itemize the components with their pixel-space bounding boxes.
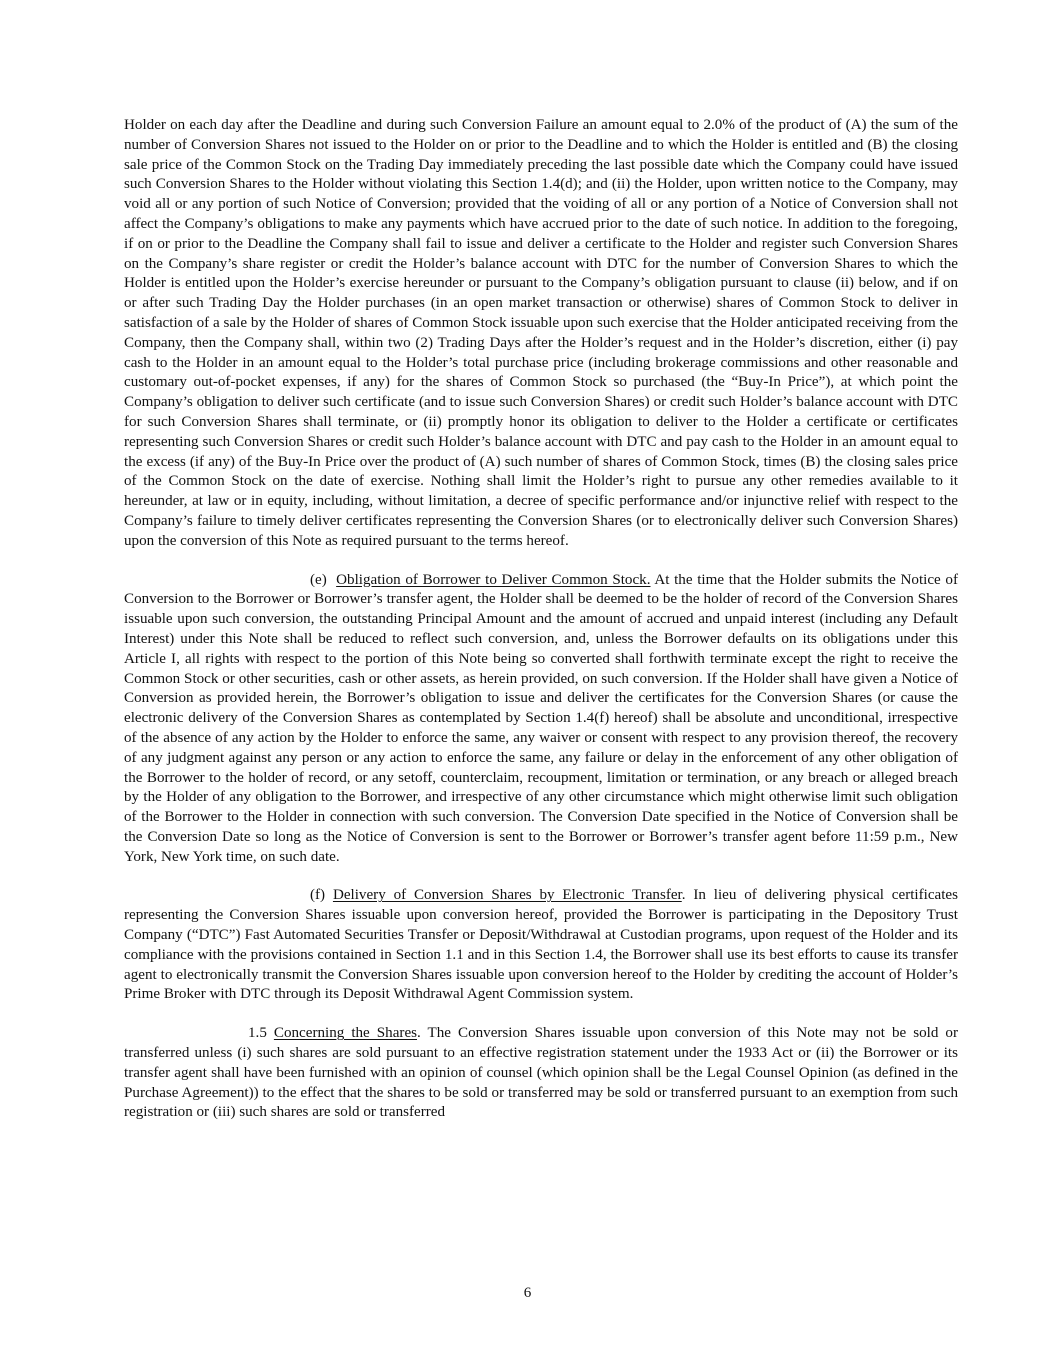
section-f-label: (f)	[310, 887, 326, 904]
section-f-heading: Delivery of Conversion Shares by Electronic Transfer	[332, 887, 682, 904]
section-f-body: . In lieu of delivering physical certificates representing the Conversion Shares issuable upon conversion hereof, provided the Borrower is participating in the Depository Trust Company (“DTC”) Fast Automated Securities Transfer or Deposit/Withdrawal at Custodian programs, upon request of the Holder and its compliance with the provisions contained in Section 1.1 and in this Section 1.4, the Borrower shall use its best efforts to cause its transfer agent to electronically transmit the Conversion Shares issuable upon conversion hereof to the Holder by crediting the account of Holder’s Prime Broker with DTC through its Deposit Withdrawal Agent Commission system.	[124, 887, 958, 1003]
section-1-5-heading: Concerning the Shares	[273, 1025, 418, 1042]
document-page	[124, 116, 958, 1123]
section-e-body: At the time that the Holder submits the Notice of Conversion to the Borrower or Borrower’s transfer agent, the Holder shall be deemed to be the holder of record of the Conversion Shares issuable upon such conversion, the outstanding Principal Amount and the amount of accrued and unpaid interest (including any Default Interest) under this Note shall be reduced to reflect such conversion, and, unless the Borrower defaults on its obligations under this Article I, all rights with respect to the portion of this Note being so converted shall forthwith terminate except the right to receive the Common Stock or other securities, cash or other assets, as herein provided, on such conversion. If the Holder shall have given a Notice of Conversion as provided herein, the Borrower’s obligation to issue and deliver the certificates for the Conversion Shares (or cause the electronic delivery of the Conversion Shares as contemplated by Section 1.4(f) hereof) shall be absolute and unconditional, irrespective of the absence of any action by the Holder to enforce the same, any waiver or consent with respect to any provision thereof, the recovery of any judgment against any person or any action to enforce the same, any failure or delay in the enforcement of any other obligation of the Borrower to the holder of record, or any setoff, counterclaim, recoupment, limitation or termination, or any breach or alleged breach by the Holder of any obligation to the Borrower, and irrespective of any other circumstance which might otherwise limit such obligation of the Borrower to the Holder in connection with such conversion. The Conversion Date specified in the Notice of Conversion shall be the Conversion Date so long as the Notice of Conversion is sent to the Borrower or Borrower’s transfer agent before 11:59 p.m., New York, New York time, on such date.	[124, 571, 958, 865]
section-e-paragraph	[124, 571, 958, 868]
section-e-heading: Obligation of Borrower to Deliver Common Stock.	[336, 571, 651, 588]
section-f-paragraph	[124, 886, 958, 1005]
continuation-paragraph: Holder on each day after the Deadline and during such Conversion Failure an amount equal to 2.0% of the product of (A) the sum of the number of Conversion Shares not issued to the Holder on or prior to the Deadline and to which the Holder is entitled and (B) the closing sale price of the Common Stock on the Trading Day immediately preceding the last possible date which the Company could have issued such Conversion Shares to the Holder without violating this Section 1.4(d); and (ii) the Holder, upon written notice to the Company, may void all or any portion of such Notice of Conversion; provided that the voiding of all or any portion of a Notice of Conversion shall not affect the Company’s obligations to make any payments which have accrued prior to the date of such notice. In addition to the foregoing, if on or prior to the Deadline the Company shall fail to issue and deliver a certificate to the Holder and register such Conversion Shares on the Company’s share register or credit the Holder’s balance account with DTC for the number of Conversion Shares to which the Holder is entitled upon the Holder’s exercise hereunder or pursuant to the Company’s obligation pursuant to clause (ii) below, and if on or after such Trading Day the Holder purchases (in an open market transaction or otherwise) shares of Common Stock to deliver in satisfaction of a sale by the Holder of shares of Common Stock issuable upon such exercise that the Holder anticipated receiving from the Company, then the Company shall, within two (2) Trading Days after the Holder’s request and in the Holder’s discretion, either (i) pay cash to the Holder in an amount equal to the Holder’s total purchase price (including brokerage commissions and other reasonable and customary out-of-pocket expenses, if any) for the shares of Common Stock so purchased (the “Buy-In Price”), at which point the Company’s obligation to deliver such certificate (and to issue such Conversion Shares) or credit such Holder’s balance account with DTC for such Conversion Shares shall terminate, or (ii) promptly honor its obligation to deliver to the Holder a certificate or certificates representing such Conversion Shares or credit such Holder’s balance account with DTC and pay cash to the Holder in an amount equal to the excess (if any) of the Buy-In Price over the product of (A) such number of shares of Common Stock, times (B) the closing sales price of the Common Stock on the date of exercise. Nothing shall limit the Holder’s right to pursue any other remedies available to it hereunder, at law or in equity, including, without limitation, a decree of specific performance and/or injunctive relief with respect to the Company’s failure to timely deliver certificates representing the Conversion Shares (or to electronically deliver such Conversion Shares) upon the conversion of this Note as required pursuant to the terms hereof.	[124, 117, 958, 549]
section-1-5-label: 1.5	[248, 1025, 267, 1042]
section-1-5-paragraph	[124, 1024, 958, 1123]
page-number: 6	[523, 1285, 532, 1301]
section-1-5-body: . The Conversion Shares issuable upon conversion of this Note may not be sold or transferred unless (i) such shares are sold pursuant to an effective registration statement under the 1933 Act or (ii) the Borrower or its transfer agent shall have been furnished with an opinion of counsel (which opinion shall be the Legal Counsel Opinion (as defined in the Purchase Agreement)) to the effect that the shares to be sold or transferred may be sold or transferred pursuant to an exemption from such registration or (iii) such shares are sold or transferred	[124, 1025, 958, 1121]
section-e-label: (e)	[310, 571, 327, 588]
